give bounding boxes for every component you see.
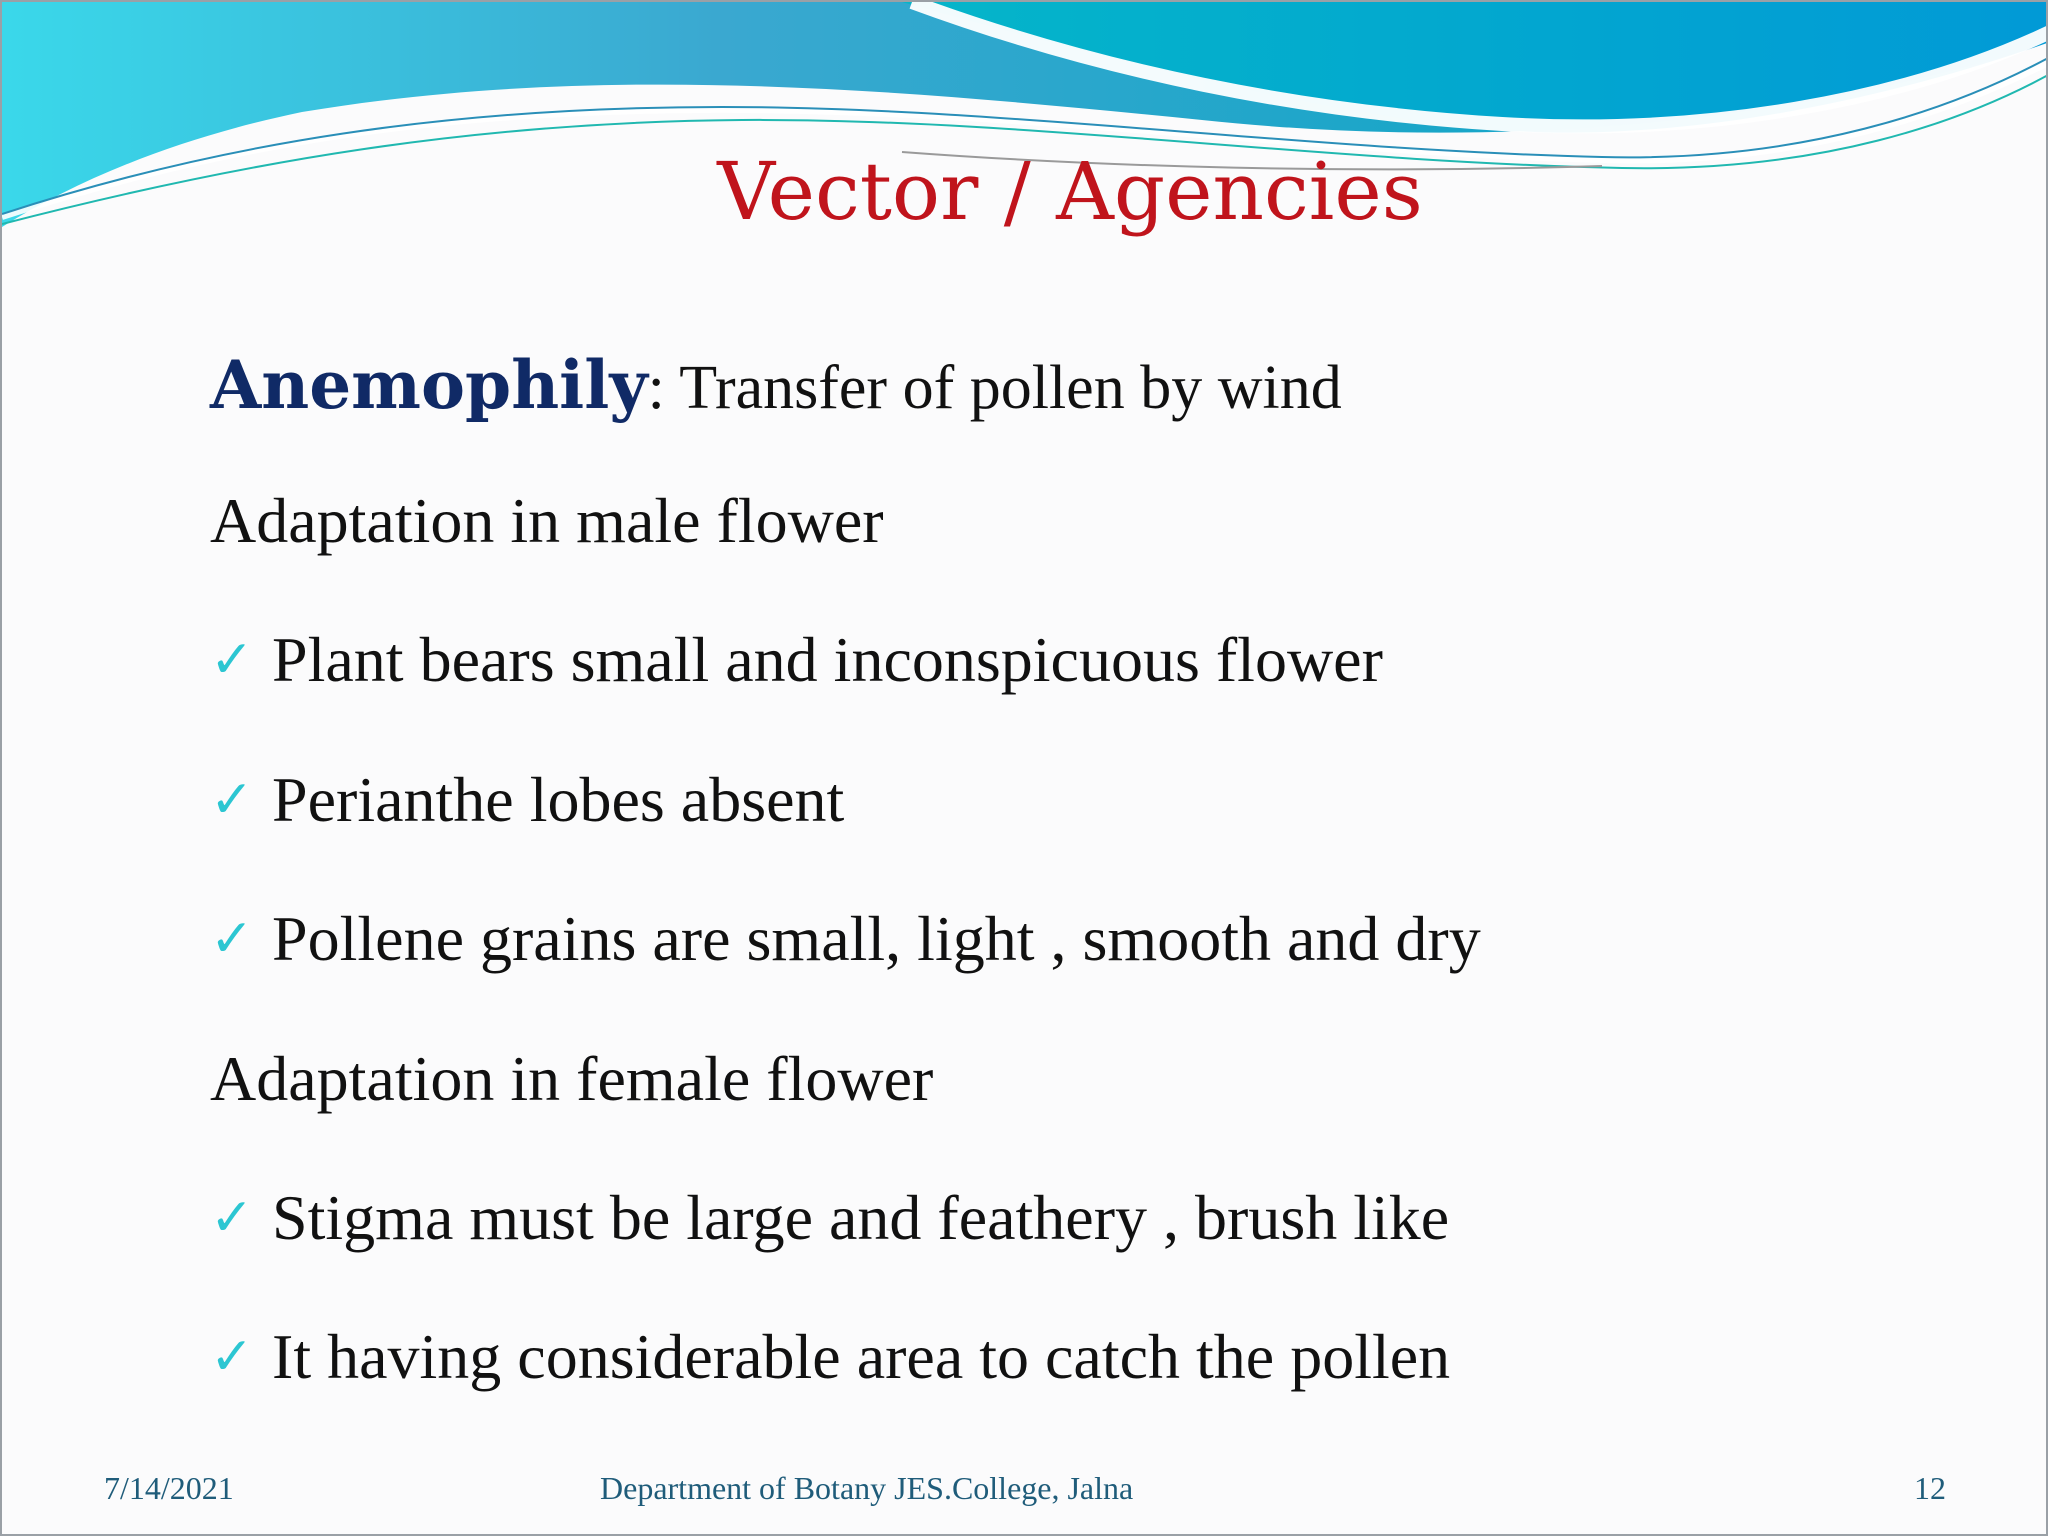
list-item bbox=[210, 624, 1383, 695]
list-item-text: Plant bears small and inconspicuous flower bbox=[272, 624, 1383, 695]
list-item-text: Stigma must be large and feathery , brush like bbox=[272, 1182, 1450, 1253]
term-definition: Transfer of pollen by wind bbox=[664, 354, 1342, 422]
slide-title: Vector / Agencies bbox=[717, 145, 1423, 238]
checkmark-icon: ✓ bbox=[210, 909, 254, 969]
male-heading: Adaptation in male flower bbox=[210, 485, 884, 556]
checkmark-icon: ✓ bbox=[210, 1188, 254, 1248]
list-item bbox=[210, 903, 1481, 974]
footer-date: 7/14/2021 bbox=[104, 1470, 234, 1506]
female-heading: Adaptation in female flower bbox=[210, 1043, 934, 1114]
footer-department: Department of Botany JES.College, Jalna bbox=[600, 1470, 1134, 1506]
term-separator: : bbox=[647, 354, 665, 422]
checkmark-icon: ✓ bbox=[210, 770, 254, 830]
footer-page-number: 12 bbox=[1914, 1470, 1946, 1506]
list-item-text: It having considerable area to catch the pollen bbox=[272, 1321, 1451, 1392]
list-item bbox=[210, 1182, 1450, 1253]
list-item bbox=[210, 764, 845, 835]
checkmark-icon: ✓ bbox=[210, 1327, 254, 1387]
term-anemophily: Anemophily bbox=[210, 346, 648, 424]
list-item-text: Pollene grains are small, light , smooth and dry bbox=[272, 903, 1481, 974]
list-item-text: Perianthe lobes absent bbox=[272, 764, 845, 835]
definition-line bbox=[210, 346, 1342, 424]
list-item bbox=[210, 1321, 1451, 1392]
checkmark-icon: ✓ bbox=[210, 630, 254, 690]
